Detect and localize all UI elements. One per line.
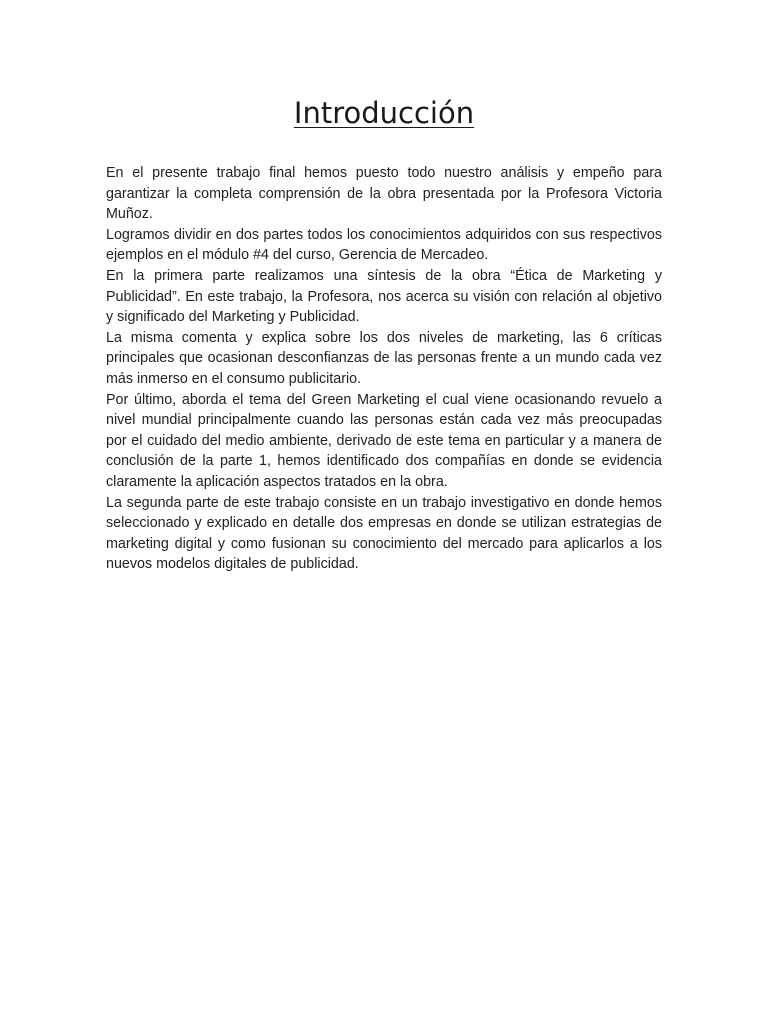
paragraph-2: Logramos dividir en dos partes todos los conocimientos adquiridos con sus respectivos ejemplos en el módulo #4 del curso, Gerencia de Mercadeo. (106, 226, 662, 264)
paragraph-5: Por último, aborda el tema del Green Marketing el cual viene ocasionando revuelo a nivel mundial principalmente cuando las personas están cada vez más preocupadas por el cuidado del medio ambiente, derivado de este tema en particular y a manera de conclusión de la parte 1, hemos identificado dos compañías en donde se evidencia claramente la aplicación aspectos tratados en la obra. (106, 391, 662, 490)
page-title (0, 93, 768, 133)
paragraph-4: La misma comenta y explica sobre los dos niveles de marketing, las 6 críticas principales que ocasionan desconfianzas de las personas frente a un mundo cada vez más inmerso en el consumo publicitario. (106, 329, 662, 387)
paragraph-1: En el presente trabajo final hemos puesto todo nuestro análisis y empeño para garantizar la completa comprensión de la obra presentada por la Profesora Victoria Muñoz. (106, 165, 662, 223)
page-title-text: Introducción (293, 96, 475, 130)
document-body (106, 163, 662, 575)
paragraph-6: La segunda parte de este trabajo consiste en un trabajo investigativo en donde hemos seleccionado y explicado en detalle dos empresas en donde se utilizan estrategias de marketing digital y como fusionan su conocimiento del mercado para aplicarlos a los nuevos modelos digitales de publicidad. (106, 494, 662, 573)
paragraph-3: En la primera parte realizamos una síntesis de la obra “Ética de Marketing y Publicidad”. En este trabajo, la Profesora, nos acerca su visión con relación al objetivo y significado del Marketing y Publicidad. (106, 267, 662, 326)
